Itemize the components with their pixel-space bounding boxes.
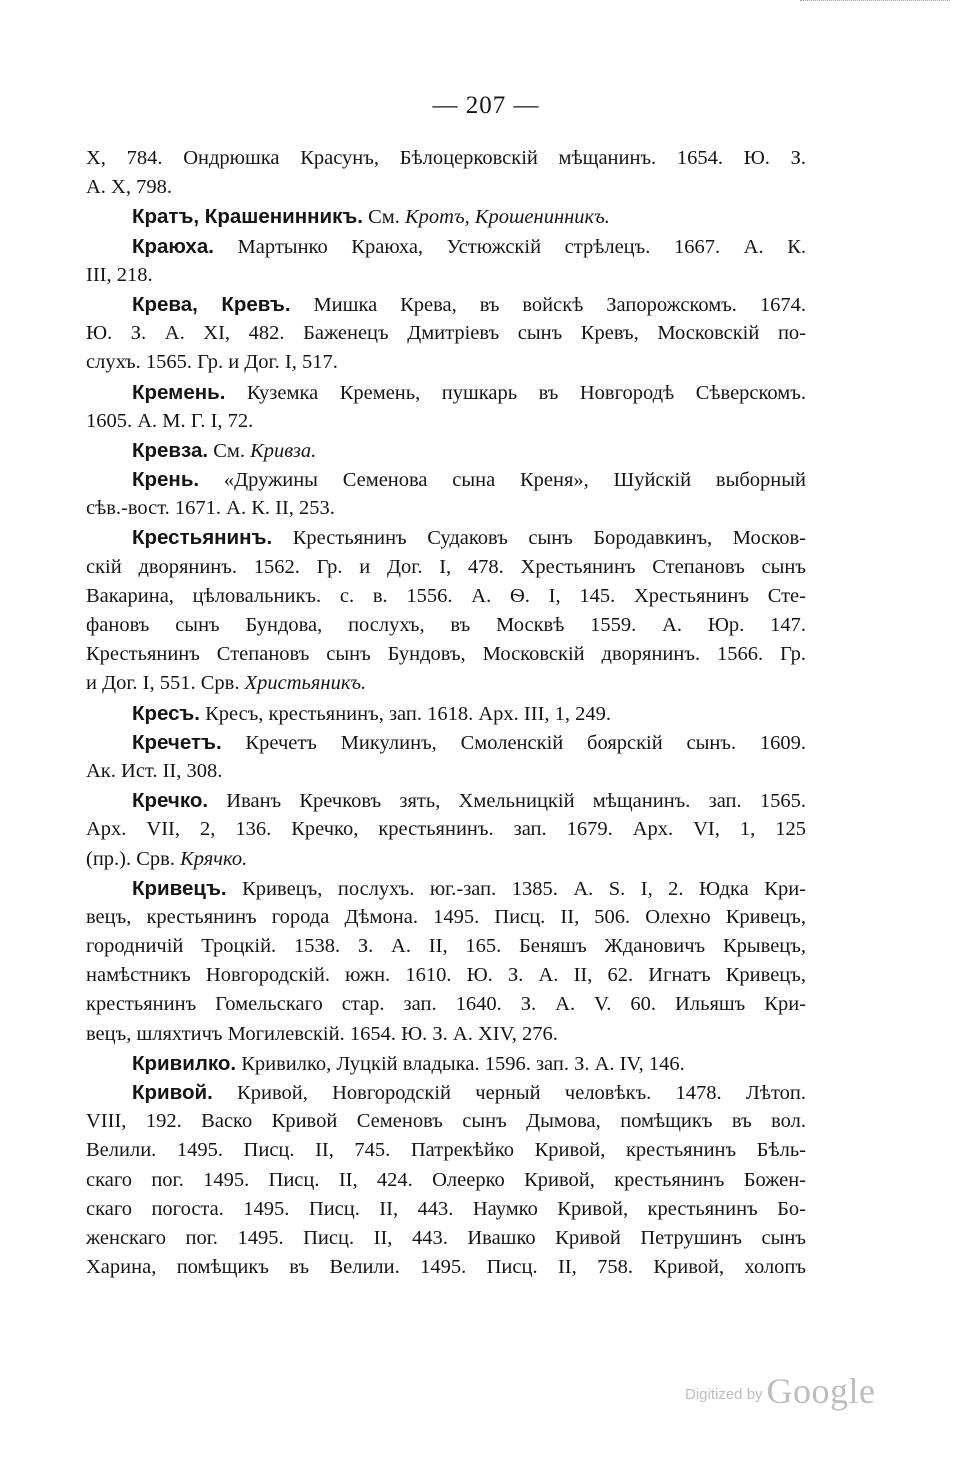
entry-first-line <box>86 523 806 552</box>
text-line <box>86 611 806 640</box>
text-line <box>86 990 806 1019</box>
text-line <box>86 261 806 290</box>
text-line <box>86 961 806 990</box>
cross-reference: Кривза. <box>250 439 317 462</box>
text-line <box>86 640 806 669</box>
entry-headword: Крева, Кревъ. <box>132 292 291 316</box>
entry-headword: Крестьянинъ. <box>132 526 273 550</box>
text-line <box>86 669 806 698</box>
entry-headword: Кречко. <box>132 789 209 813</box>
entry-text: См. <box>208 439 251 462</box>
entry-headword: Кресъ. <box>132 701 200 725</box>
entry-text: Ю. З. А. XI, 482. Баженецъ Дмитріевъ сынъ Кревъ, Московскій по- <box>86 322 806 345</box>
text-line <box>86 1136 806 1165</box>
text-line <box>86 757 806 786</box>
entry-headword: Краюха. <box>132 234 214 258</box>
entry-text: скаго погоста. 1495. Писц. II, 443. Наумко Кривой, крестьянинъ Бо- <box>86 1197 806 1220</box>
entry-text: женскаго пог. 1495. Писц. II, 443. Ивашко Кривой Петрушинъ сынъ <box>86 1226 806 1249</box>
entry-text: Кречетъ Микулинъ, Смоленскій боярскій сынъ. 1609. <box>221 731 806 754</box>
entry-first-line <box>86 1078 806 1107</box>
entry-first-line <box>86 786 806 815</box>
entry-text: Велили. 1495. Писц. II, 745. Патрекѣйко Кривой, крестьянинъ Бѣль- <box>86 1139 806 1162</box>
text-line <box>86 1195 806 1224</box>
entry-text: крестьянинъ Гомельскаго стар. зап. 1640. З. А. V. 60. Ильяшъ Кри- <box>86 993 806 1016</box>
entry-text: Кресъ, крестьянинъ, зап. 1618. Арх. III, 1, 249. <box>199 702 612 725</box>
entry-text: Вакарина, цѣловальникъ. с. в. 1556. А. Ѳ. I, 145. Хрестьянинъ Сте- <box>86 584 806 607</box>
entry-text: «Дружины Семенова сына Креня», Шуйскій выборный <box>199 469 806 492</box>
cross-reference: Христьяникъ. <box>244 672 367 695</box>
cross-reference: Кротъ, Крошенинникъ. <box>405 206 610 229</box>
entry-text: скій дворянинъ. 1562. Гр. и Дог. I, 478. Хрестьянинъ Степановъ сынъ <box>86 555 806 578</box>
page-number: — 207 — <box>432 92 540 119</box>
text-line <box>86 348 806 377</box>
entry-text: слухъ. 1565. Гр. и Дог. I, 517. <box>86 351 338 374</box>
entry-headword: Кречетъ. <box>132 730 222 754</box>
entry-text: фановъ сынъ Бундова, послухъ, въ Москвѣ 1559. А. Юр. 147. <box>86 614 806 636</box>
entry-first-line <box>86 1049 806 1078</box>
text-line <box>86 932 806 961</box>
entry-first-line <box>86 728 806 757</box>
text-line <box>86 553 806 582</box>
entry-headword: Кривилко. <box>132 1051 237 1075</box>
entry-text: намѣстникъ Новгородскій. южн. 1610. Ю. З. А. II, 62. Игнатъ Кривецъ, <box>86 964 806 987</box>
entry-text: Мартынко Краюха, Устюжскій стрѣлецъ. 1667. А. К. <box>213 235 806 258</box>
entry-text: Крестьянинъ Судаковъ сынъ Бородавкинъ, Москов- <box>272 527 806 550</box>
entry-text: (пр.). Срв. <box>86 847 181 870</box>
text-line <box>86 407 806 436</box>
cross-reference: Крячко. <box>180 847 248 870</box>
dictionary-text <box>86 144 806 1282</box>
entry-text: См. <box>363 206 406 229</box>
entry-headword: Крень. <box>132 468 200 492</box>
text-line <box>86 845 806 874</box>
entry-text: Крестьянинъ Степановъ сынъ Бундовъ, Московскій дворянинъ. 1566. Гр. <box>86 643 806 666</box>
entry-text: III, 218. <box>86 263 153 286</box>
entry-text: сѣв.-вост. 1671. А. К. II, 253. <box>86 497 335 520</box>
entry-text: Мишка Крева, въ войскѣ Запорожскомъ. 1674. <box>290 293 806 316</box>
text-line <box>86 1107 806 1136</box>
entry-first-line <box>86 378 806 407</box>
entry-first-line <box>86 290 806 319</box>
entry-text: Кривецъ, послухъ. юг.-зап. 1385. A. S. I, 2. Юдка Кри- <box>226 877 806 900</box>
entry-headword: Кремень. <box>132 380 226 404</box>
entry-text: скаго пог. 1495. Писц. II, 424. Олеерко Кривой, крестьянинъ Божен- <box>86 1168 806 1191</box>
entry-first-line <box>86 202 806 231</box>
entry-headword: Кривой. <box>132 1081 213 1104</box>
digitized-watermark <box>685 1370 895 1410</box>
entry-first-line <box>86 232 806 261</box>
text-line <box>86 173 806 202</box>
entry-text: А. X, 798. <box>86 176 172 199</box>
entry-text: городничій Троцкій. 1538. З. А. II, 165. Беняшъ Ждановичъ Крывецъ, <box>86 935 806 958</box>
entry-headword: Кревза. <box>132 438 209 462</box>
entry-text: Арх. VII, 2, 136. Кречко, крестьянинъ. зап. 1679. Арх. VI, 1, 125 <box>86 818 806 841</box>
entry-first-line <box>86 465 806 494</box>
text-line <box>86 815 806 844</box>
entry-text: вецъ, шляхтичъ Могилевскій. 1654. Ю. З. А. XIV, 276. <box>86 1022 558 1045</box>
entry-text: 1605. А. М. Г. I, 72. <box>86 409 254 432</box>
text-line <box>86 1020 806 1049</box>
text-line <box>86 1224 806 1253</box>
entry-text: вецъ, крестьянинъ города Дѣмона. 1495. Писц. II, 506. Олехно Кривецъ, <box>86 905 806 928</box>
entry-text: Харина, помѣщикъ въ Велили. 1495. Писц. II, 758. Кривой, холопъ <box>86 1256 806 1279</box>
text-line <box>86 903 806 932</box>
entry-text: Ак. Ист. II, 308. <box>86 759 223 782</box>
entry-first-line <box>86 874 806 903</box>
entry-first-line <box>86 436 806 465</box>
entry-text: и Дог. I, 551. Срв. <box>86 672 245 695</box>
text-line <box>86 1166 806 1195</box>
text-line <box>86 494 806 523</box>
scan-edge-mark <box>800 0 950 3</box>
entry-text: Иванъ Кречковъ зять, Хмельницкій мѣщанинъ. зап. 1565. <box>208 790 806 813</box>
text-line <box>86 582 806 611</box>
entry-headword: Кратъ, Крашенинникъ. <box>132 205 363 229</box>
text-line <box>86 319 806 348</box>
entry-first-line <box>86 699 806 728</box>
entry-headword: Кривецъ. <box>132 876 227 900</box>
entry-text: X, 784. Ондрюшка Красунъ, Бѣлоцерковскій мѣщанинъ. 1654. Ю. З. <box>86 147 806 169</box>
watermark-prefix: Digitized by <box>685 1386 763 1403</box>
text-line <box>86 144 806 173</box>
entry-text: VIII, 192. Васко Кривой Семеновъ сынъ Дымова, помѣщикъ въ вол. <box>86 1110 806 1133</box>
entry-text: Куземка Кремень, пушкарь въ Новгородѣ Сѣверскомъ. <box>225 381 806 404</box>
entry-text: Кривилко, Луцкій владыка. 1596. зап. З. А. IV, 146. <box>236 1052 685 1075</box>
google-logo: Google <box>766 1371 876 1411</box>
text-line <box>86 1253 806 1282</box>
entry-text: Кривой, Новгородскій черный человѣкъ. 1478. Лѣтоп. <box>212 1082 806 1104</box>
